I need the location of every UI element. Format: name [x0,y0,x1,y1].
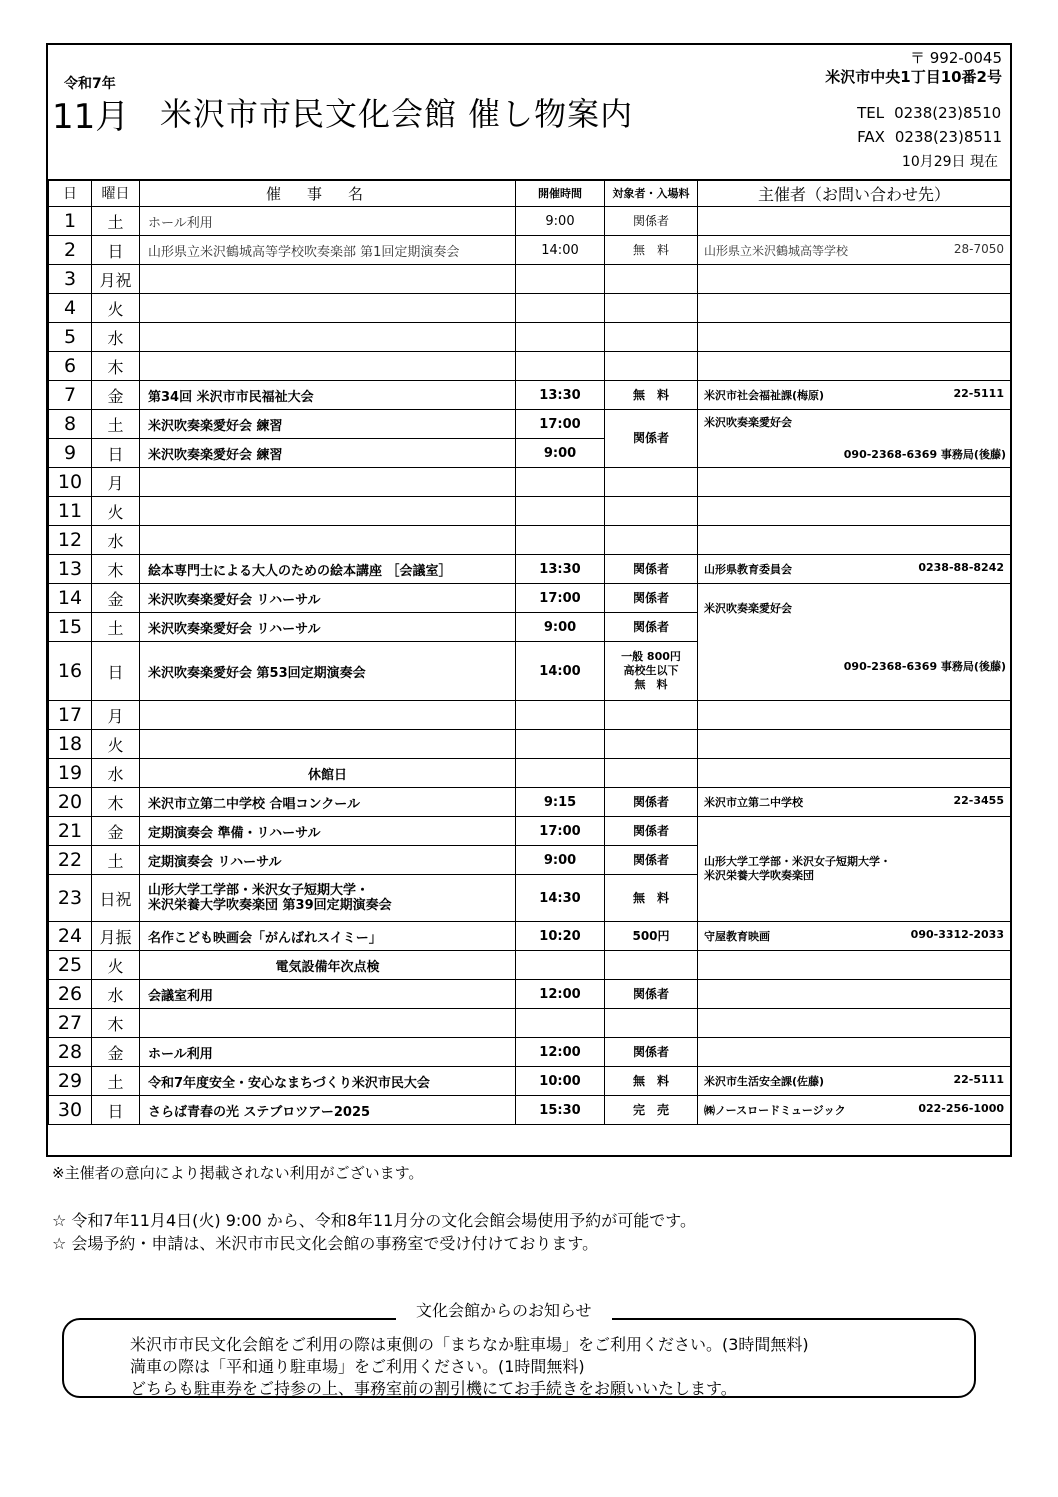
table-row [49,730,1011,759]
fax-label: FAX [857,128,885,146]
table-row [49,323,1011,352]
table-row [49,236,1011,265]
footnote: ※主催者の意向により掲載されない利用がございます。 [52,1164,424,1182]
host-name: 守屋教育映画 [704,930,770,943]
target-cell: 関係者 [605,817,698,846]
day-cell: 1 [49,207,92,236]
header-weekday: 曜日 [92,180,140,207]
weekday-cell: 水 [92,526,140,555]
time-cell: 9:00 [516,439,605,468]
day-cell: 27 [49,1009,92,1038]
time-cell [516,497,605,526]
host-cell [698,788,1011,817]
target-line: 一般 800円 [621,650,681,663]
header-time: 開催時間 [516,180,605,207]
target-cell [605,1009,698,1038]
weekday-cell: 金 [92,1038,140,1067]
application-notice: ☆ 会場予約・申請は、米沢市市民文化会館の事務室で受け付けております。 [52,1234,599,1253]
header-event: 催事名 [140,180,516,207]
host-phone: 022-256-1000 [918,1102,1004,1115]
target-cell: 無 料 [605,875,698,922]
address: 米沢市中央1丁目10番2号 [825,68,1002,86]
day-cell: 4 [49,294,92,323]
host-phone: 28-7050 [953,241,1004,256]
month-label: 11月 [52,97,130,137]
day-cell: 18 [49,730,92,759]
time-cell: 17:00 [516,584,605,613]
time-cell [516,730,605,759]
target-cell [605,265,698,294]
host-cell [698,410,1011,468]
weekday-cell: 月祝 [92,265,140,294]
day-cell: 3 [49,265,92,294]
fax-number: 0238(23)8511 [894,128,1002,146]
table-row [49,207,1011,236]
reservation-notice: ☆ 令和7年11月4日(火) 9:00 から、令和8年11月分の文化会館会場使用予約が可能です。 [52,1211,696,1230]
target-line: 高校生以下 [623,664,679,677]
event-cell [140,730,516,759]
time-cell: 17:00 [516,410,605,439]
host-phone: 22-5111 [953,387,1004,400]
table-row [49,1096,1011,1125]
table-row [49,468,1011,497]
table-row [49,555,1011,584]
notice-title: 文化会館からのお知らせ [396,1298,612,1321]
target-cell: 関係者 [605,788,698,817]
weekday-cell: 金 [92,584,140,613]
weekday-cell: 月 [92,468,140,497]
event-cell: 令和7年度安全・安心なまちづくり米沢市民大会 [140,1067,516,1096]
host-cell [698,759,1011,788]
time-cell: 13:30 [516,381,605,410]
weekday-cell: 土 [92,207,140,236]
table-row [49,922,1011,951]
table-row [49,701,1011,730]
page-title: 米沢市市民文化会館 催し物案内 [160,95,634,133]
host-cell [698,951,1011,980]
target-cell: 関係者 [605,980,698,1009]
event-cell [140,1009,516,1038]
target-cell [605,759,698,788]
weekday-cell: 金 [92,817,140,846]
event-cell: 休館日 [140,759,516,788]
notice-line: 米沢市市民文化会館をご利用の際は東側の「まちなか駐車場」をご利用ください。(3時間無料) [130,1335,809,1354]
weekday-cell: 水 [92,980,140,1009]
day-cell: 23 [49,875,92,922]
time-cell: 9:00 [516,613,605,642]
weekday-cell: 土 [92,846,140,875]
event-cell: ホール利用 [140,1038,516,1067]
time-cell: 14:30 [516,875,605,922]
target-cell: 関係者 [605,584,698,613]
weekday-cell: 木 [92,788,140,817]
target-cell: 無 料 [605,1067,698,1096]
time-cell [516,759,605,788]
event-cell [140,323,516,352]
target-cell [605,526,698,555]
host-name: 米沢市社会福祉課(梅原) [704,389,825,402]
weekday-cell: 木 [92,352,140,381]
weekday-cell: 月 [92,701,140,730]
contact-block [857,101,1002,149]
day-cell: 13 [49,555,92,584]
day-cell: 15 [49,613,92,642]
host-cell [698,701,1011,730]
host-name: 米沢吹奏楽愛好会 [704,416,792,429]
host-cell [698,555,1011,584]
day-cell: 28 [49,1038,92,1067]
table-header-row [49,180,1011,207]
event-cell [140,497,516,526]
time-cell [516,701,605,730]
host-cell [698,730,1011,759]
event-cell [140,352,516,381]
host-phone: 090-2368-6369 事務局(後藤) [843,448,1006,461]
postal-code: 〒 992-0045 [910,49,1002,67]
host-cell [698,352,1011,381]
target-cell: 関係者 [605,555,698,584]
event-cell [140,526,516,555]
weekday-cell: 土 [92,613,140,642]
table-row [49,788,1011,817]
target-cell: 関係者 [605,1038,698,1067]
time-cell: 10:00 [516,1067,605,1096]
weekday-cell: 土 [92,410,140,439]
time-cell [516,951,605,980]
event-cell: 米沢吹奏楽愛好会 練習 [140,439,516,468]
host-cell [698,922,1011,951]
target-cell [605,352,698,381]
weekday-cell: 日 [92,439,140,468]
time-cell [516,352,605,381]
day-cell: 20 [49,788,92,817]
day-cell: 10 [49,468,92,497]
table-row [49,526,1011,555]
target-cell: 関係者 [605,613,698,642]
weekday-cell: 土 [92,1067,140,1096]
event-cell: 定期演奏会 リハーサル [140,846,516,875]
time-cell [516,265,605,294]
day-cell: 2 [49,236,92,265]
target-cell: 完 売 [605,1096,698,1125]
time-cell: 12:00 [516,1038,605,1067]
target-cell [605,468,698,497]
target-cell [605,294,698,323]
day-cell: 26 [49,980,92,1009]
weekday-cell: 水 [92,759,140,788]
schedule-frame [46,43,1012,1157]
time-cell: 12:00 [516,980,605,1009]
table-row [49,817,1011,846]
event-cell: さらば青春の光 ステブロツアー2025 [140,1096,516,1125]
weekday-cell: 金 [92,381,140,410]
host-name: 山形県教育委員会 [704,563,792,576]
host-cell [698,294,1011,323]
time-cell: 10:20 [516,922,605,951]
event-cell [140,294,516,323]
day-cell: 25 [49,951,92,980]
target-cell [605,730,698,759]
time-cell: 17:00 [516,817,605,846]
notice-line: どちらも駐車券をご持参の上、事務室前の割引機にてお手続きをお願いいたします。 [130,1379,737,1398]
day-cell: 21 [49,817,92,846]
target-cell: 関係者 [605,410,698,468]
header-target: 対象者・入場料 [605,180,698,207]
time-cell: 14:00 [516,236,605,265]
table-row [49,1009,1011,1038]
host-cell [698,323,1011,352]
day-cell: 11 [49,497,92,526]
event-cell: 会議室利用 [140,980,516,1009]
day-cell: 6 [49,352,92,381]
day-cell: 16 [49,642,92,701]
table-row [49,1038,1011,1067]
day-cell: 7 [49,381,92,410]
weekday-cell: 木 [92,1009,140,1038]
era-label: 令和7年 [64,76,116,92]
weekday-cell: 日 [92,642,140,701]
day-cell: 12 [49,526,92,555]
target-cell: 無 料 [605,381,698,410]
table-row [49,294,1011,323]
address-block [825,49,1002,87]
weekday-cell: 木 [92,555,140,584]
event-cell: 米沢吹奏楽愛好会 練習 [140,410,516,439]
table-row [49,497,1011,526]
host-cell [698,236,1011,265]
tel-label: TEL [857,104,885,122]
host-phone: 22-3455 [953,794,1004,807]
weekday-cell: 日 [92,1096,140,1125]
weekday-cell: 火 [92,294,140,323]
event-cell: 米沢吹奏楽愛好会 第53回定期演奏会 [140,642,516,701]
event-line: 山形大学工学部・米沢女子短期大学・ [148,883,370,898]
time-cell: 13:30 [516,555,605,584]
target-line: 無 料 [634,678,668,691]
host-cell [698,381,1011,410]
event-cell: ホール利用 [140,207,516,236]
table-row [49,1067,1011,1096]
host-cell [698,497,1011,526]
weekday-cell: 火 [92,497,140,526]
host-name: 米沢吹奏楽愛好会 [704,602,792,615]
table-row [49,759,1011,788]
host-cell [698,1038,1011,1067]
day-cell: 22 [49,846,92,875]
target-cell: 無 料 [605,236,698,265]
day-cell: 17 [49,701,92,730]
target-cell: 関係者 [605,207,698,236]
day-cell: 29 [49,1067,92,1096]
host-cell [698,526,1011,555]
event-cell: 山形県立米沢鶴城高等学校吹奏楽部 第1回定期演奏会 [140,236,516,265]
day-cell: 24 [49,922,92,951]
table-row [49,410,1011,439]
event-cell: 電気設備年次点検 [140,951,516,980]
notice-line: 満車の際は「平和通り駐車場」をご利用ください。(1時間無料) [130,1357,585,1376]
target-cell [605,951,698,980]
event-cell [140,875,516,922]
time-cell: 14:00 [516,642,605,701]
time-cell: 9:00 [516,846,605,875]
target-cell [605,642,698,701]
time-cell [516,1009,605,1038]
day-cell: 8 [49,410,92,439]
host-cell [698,265,1011,294]
event-cell: 米沢市立第二中学校 合唱コンクール [140,788,516,817]
host-cell [698,1067,1011,1096]
event-cell [140,468,516,497]
day-cell: 30 [49,1096,92,1125]
time-cell [516,526,605,555]
event-cell: 米沢吹奏楽愛好会 リハーサル [140,584,516,613]
weekday-cell: 月振 [92,922,140,951]
table-row [49,584,1011,613]
time-cell [516,323,605,352]
weekday-cell: 火 [92,951,140,980]
time-cell: 9:00 [516,207,605,236]
day-cell: 5 [49,323,92,352]
host-name: 米沢市生活安全課(佐藤) [704,1075,825,1088]
time-cell: 9:15 [516,788,605,817]
target-cell [605,497,698,526]
event-cell [140,701,516,730]
table-row [49,951,1011,980]
target-cell: 500円 [605,922,698,951]
day-cell: 9 [49,439,92,468]
header-host: 主催者（お問い合わせ先） [698,180,1011,207]
host-phone: 090-3312-2033 [910,928,1004,941]
table-row [49,265,1011,294]
day-cell: 14 [49,584,92,613]
time-cell: 15:30 [516,1096,605,1125]
event-line: 米沢栄養大学吹奏楽団 第39回定期演奏会 [148,898,392,913]
host-phone: 0238-88-8242 [918,561,1004,574]
header-day: 日 [49,180,92,207]
time-cell [516,468,605,497]
weekday-cell: 日 [92,236,140,265]
table-row [49,352,1011,381]
host-name: 山形県立米沢鶴城高等学校 [704,243,849,258]
event-cell: 名作こども映画会「がんばれスイミー」 [140,922,516,951]
schedule-table [48,179,1011,1125]
host-cell [698,1009,1011,1038]
host-cell [698,1096,1011,1125]
host-cell [698,980,1011,1009]
table-row [49,381,1011,410]
host-cell [698,207,1011,236]
event-cell: 米沢吹奏楽愛好会 リハーサル [140,613,516,642]
time-cell [516,294,605,323]
day-cell: 19 [49,759,92,788]
event-cell: 第34回 米沢市市民福祉大会 [140,381,516,410]
host-phone: 090-2368-6369 事務局(後藤) [843,660,1006,673]
tel-number: 0238(23)8510 [894,104,1002,122]
event-cell [140,265,516,294]
weekday-cell: 火 [92,730,140,759]
target-cell [605,323,698,352]
target-cell: 関係者 [605,846,698,875]
as-of-date: 10月29日 現在 [901,154,998,170]
event-cell: 絵本専門士による大人のための絵本講座 ［会議室］ [140,555,516,584]
table-row [49,980,1011,1009]
target-cell [605,701,698,730]
host-name-line2: 米沢栄養大学吹奏楽団 [704,869,814,882]
host-name: 米沢市立第二中学校 [704,796,803,809]
host-cell [698,584,1011,701]
event-cell: 定期演奏会 準備・リハーサル [140,817,516,846]
host-name: ㈱ノースロードミュージック [704,1104,846,1117]
weekday-cell: 日祝 [92,875,140,922]
host-cell [698,817,1011,922]
host-cell [698,468,1011,497]
weekday-cell: 水 [92,323,140,352]
host-name: 山形大学工学部・米沢女子短期大学・ [704,855,891,868]
host-phone: 22-5111 [953,1073,1004,1086]
header [48,45,1010,181]
